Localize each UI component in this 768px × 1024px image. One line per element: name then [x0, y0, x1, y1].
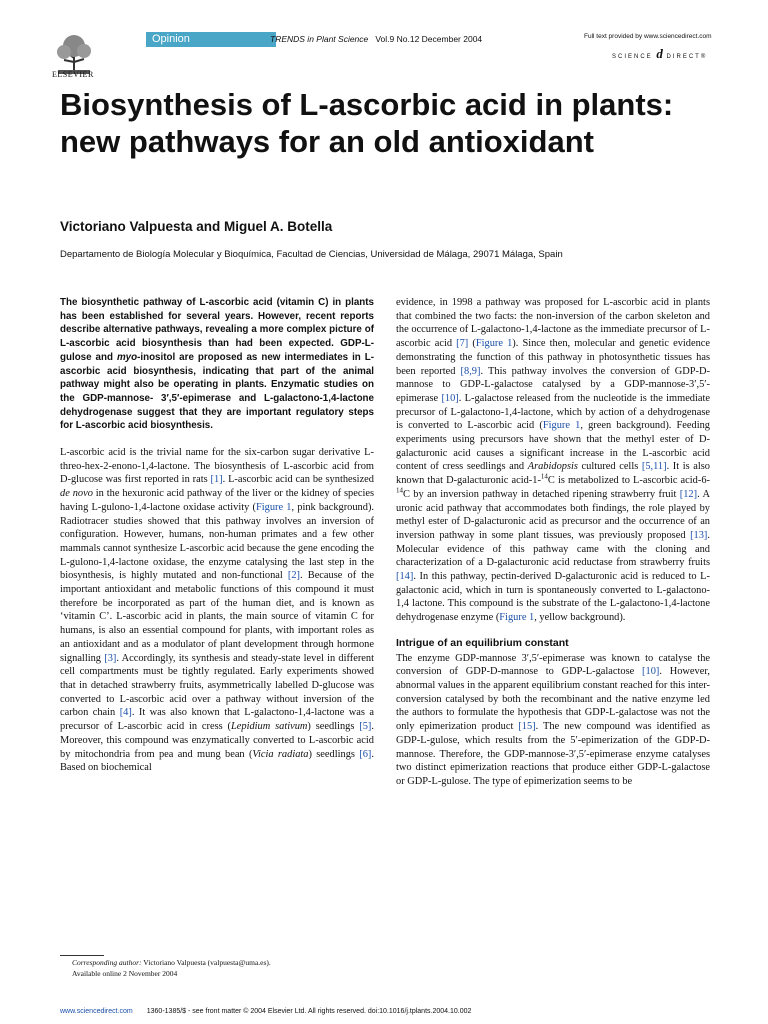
section-heading: Intrigue of an equilibrium constant — [396, 636, 569, 649]
abstract: The biosynthetic pathway of L-ascorbic acid (vitamin C) in plants has been established for several years. However, recent reports describe alternative pathways, revealing a more complex picture of L-ascorbic acid biosynthesis than had been expected. GDP-L-gulose and myo-inositol are proposed as new intermediates in L-ascorbic acid biosynthesis, indicating that part of the animal pathway might also be operating in plants. Enzymatic studies on the GDP-mannose- 3′,5′-epimerase and L-galactono-1,4-lactone dehydrogenase suggest that they are important regulatory steps for L-ascorbic acid biosynthesis. — [60, 297, 375, 432]
footer-copyright: 1360-1385/$ - see front matter © 2004 Elsevier Ltd. All rights reserved. doi:10.1016/j.tplants.2004.10.002 — [146, 1008, 472, 1015]
ref-link-13[interactable]: [13] — [690, 529, 708, 541]
sciencedirect-logo — [612, 46, 707, 62]
footer-url[interactable]: www.sciencedirect.com — [60, 1008, 133, 1015]
ref-link-4[interactable]: [4] — [119, 707, 132, 719]
body-paragraph-3: The enzyme GDP-mannose 3′,5′-epimerase was known to catalyse the conversion of GDP-D-mannose to GDP-L-galactose [10]. However, abnormal values in the apparent equilibrium constant reached for this inter-conversion catalysed by both the recombinant and the native enzyme led the authors to formulate the hypothesis that GDP-L-galactose was not the only epimerization product [15]. The new compound was identified as GDP-L-gulose, which results from the 5′-epimerization of the GDP-D-mannose. Therefore, the GDP-mannose-3′,5′-epimerase enzyme catalyses two distinct epimerization reactions that produce either GDP-L-galactose or GDP-L-gulose. The type of epimerization seems to be — [396, 652, 710, 787]
footnote — [72, 957, 271, 979]
volume-info: Vol.9 No.12 December 2004 — [375, 34, 483, 44]
article-title: Biosynthesis of L-ascorbic acid in plants: new pathways for an old antioxidant — [60, 87, 674, 159]
ref-link-10[interactable]: [10] — [642, 666, 660, 678]
figure-link[interactable]: Figure 1 — [542, 420, 581, 432]
ref-link-2[interactable]: [2] — [287, 570, 301, 582]
ref-link-6[interactable]: [6] — [359, 748, 372, 760]
body-paragraph-1: L-ascorbic acid is the trivial name for the six-carbon sugar derivative L-threo-hex-2-enono-1,4-lactone. The biosynthesis of L-ascorbic acid from D-glucose was first reported in rats [1]. L-ascorbic acid can be synthesized de novo in the hexuronic acid pathway of the liver or the kidney of species having L-gulono-1,4-lactone oxidase activity (Figure 1, pink background). Radiotracer studies showed that this pathway involves an inversion of configuration. However, humans, non-human primates and a few other mammals cannot synthesize L-ascorbic acid because the gene encoding the L-gulono-1,4-lactone oxidase, the enzyme catalysing the last step in the biosynthesis, is highly mutated and non-functional [2]. Because of the important antioxidant and metabolic functions of this compound it must therefore be incorporated as part of the human diet, and is known as ‘vitamin C’. L-ascorbic acid in plants, the main source of vitamin C for humans, is also an essential compound for plants, with important roles as an antioxidant and as a modulator of plant development through hormone signalling [3]. Accordingly, its synthesis and steady-state level in different cell compartments must be tightly regulated. Early experiments showed that in detached strawberry fruits, asymmetrically labelled D-glucose was converted to L-ascorbic acid over a pathway without inversion of the carbon chain [4]. It was also known that L-galactono-1,4-lactone was a precursor of L-ascorbic acid in cress (Lepidium sativum) seedlings [5]. Moreover, this compound was enzymatically converted to L-ascorbic acid by mitochondria from pea and mung bean (Vicia radiata) seedlings [6]. Based on biochemical — [60, 447, 375, 774]
sd-logo-mid: d — [656, 46, 663, 61]
ref-link-5-11[interactable]: [5,11] — [641, 461, 667, 473]
ref-link-1[interactable]: [1] — [210, 474, 223, 486]
ref-link-12[interactable]: [12] — [679, 488, 698, 500]
ref-link-8-9[interactable]: [8,9] — [460, 365, 481, 377]
footnote-divider — [60, 955, 104, 956]
ref-link-7[interactable]: [7] — [456, 338, 469, 350]
figure-link[interactable]: Figure 1 — [499, 612, 535, 624]
sd-logo-left: SCIENCE — [612, 54, 653, 60]
author-affiliation: Departamento de Biología Molecular y Bioquímica, Facultad de Ciencias, Universidad de Málaga, 29071 Málaga, Spain — [60, 249, 563, 260]
figure-link[interactable]: Figure 1 — [475, 338, 513, 350]
available-online: Available online 2 November 2004 — [72, 969, 178, 978]
article-authors: Victoriano Valpuesta and Miguel A. Botella — [60, 219, 333, 234]
journal-info — [270, 34, 482, 44]
ref-link-10[interactable]: [10] — [441, 392, 459, 404]
fulltext-notice[interactable]: Full text provided by www.sciencedirect.com — [584, 33, 712, 40]
corresponding-author: Victoriano Valpuesta (valpuesta@uma.es). — [141, 958, 271, 967]
page-footer — [60, 1008, 471, 1015]
ref-link-15[interactable]: [15] — [518, 721, 536, 733]
ref-link-5[interactable]: [5] — [359, 721, 372, 733]
journal-name: TRENDS in Plant Science — [270, 34, 369, 44]
right-column — [396, 296, 710, 789]
publisher-name: ELSEVIER — [52, 70, 94, 79]
sd-logo-right: DIRECT® — [666, 54, 708, 60]
footnote-label: Corresponding author: — [72, 958, 142, 967]
figure-link[interactable]: Figure 1 — [255, 501, 292, 513]
ref-link-14[interactable]: [14] — [396, 571, 414, 583]
left-column — [60, 296, 374, 775]
section-tag: Opinion — [146, 32, 276, 47]
body-paragraph-2: evidence, in 1998 a pathway was proposed for L-ascorbic acid in plants that combined the two facts: the non-inversion of the carbon skeleton and the occurrence of L-galactono-1,4-lactone as the immediate precursor of L-ascorbic acid [7] (Figure 1). Since then, molecular and genetic evidence demonstrating the function of this pathway in photosynthetic tissues has been reported [8,9]. This pathway involves the conversion of GDP-D-mannose to GDP-L-galactose catalysed by a GDP-mannose-3′,5′-epimerase [10]. L-galactose released from the nucleotide is the immediate precursor of L-galactono-1,4-lactone, which by action of a dehydrogenase is converted to L-ascorbic acid (Figure 1, green background). Feeding experiments using precursors have shown that the methyl ester of D-galacturonic acid causes a significant increase in the L-ascorbic acid content of cress seedlings and Arabidopsis cultured cells [5,11]. It is also known that D-galacturonic acid-1-$^{14}$C is metabolized to L-ascorbic acid-6-$^{14}$C by an inversion pathway in detached ripening strawberry fruit [12]. A uronic acid pathway that accommodates both findings, the role played by methyl ester of D-galacturonic acid as precursor and the occurrence of an inversion pathway in some plant tissues, was previously proposed [13]. Molecular evidence of this pathway came with the cloning and characterization of a D-galacturonic acid reductase from strawberry fruits [14]. In this pathway, pectin-derived D-galacturonic acid is reduced to L-galactonic acid, which in turn is spontaneously converted to L-galactono-1,4 lactone. This compound is the substrate of the L-galactono-1,4-lactone dehydrogenase enzyme (Figure 1, yellow background). — [396, 297, 711, 624]
ref-link-3[interactable]: [3] — [104, 652, 117, 664]
page-header — [52, 30, 722, 80]
